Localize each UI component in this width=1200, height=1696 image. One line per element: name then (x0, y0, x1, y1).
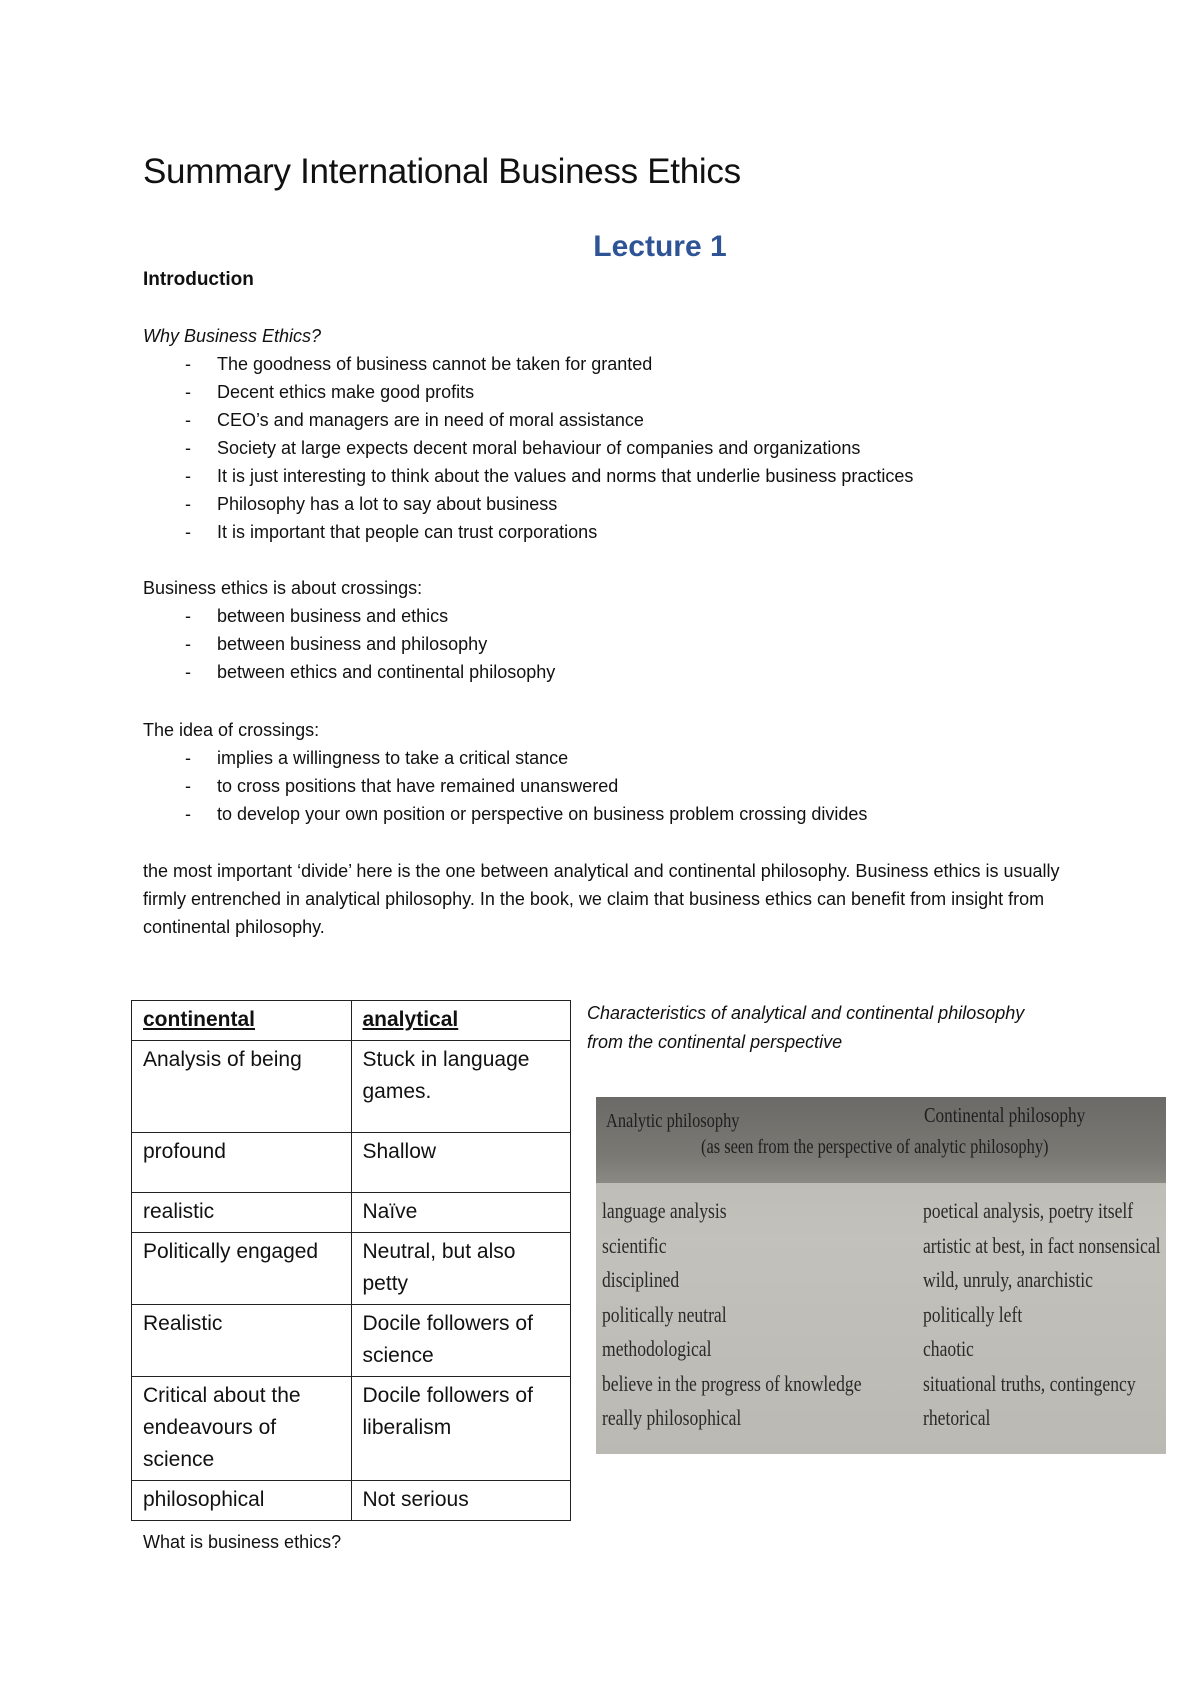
why-business-ethics-block (143, 322, 1083, 546)
list-item (143, 658, 1083, 686)
table-row (132, 1133, 571, 1193)
cell-continental: Analysis of being (132, 1041, 352, 1133)
photo-caption: Characteristics of analytical and continental philosophy from the continental perspective (587, 1003, 1025, 1052)
dash-bullet: - (185, 776, 191, 796)
idea-list (143, 744, 1083, 828)
dash-bullet: - (185, 748, 191, 768)
list-item-text: Philosophy has a lot to say about business (217, 494, 558, 514)
table-row (132, 1041, 571, 1133)
dash-bullet: - (185, 522, 191, 542)
cell-continental: realistic (132, 1193, 352, 1233)
table-row (132, 1193, 571, 1233)
divide-paragraph: the most important ‘divide’ here is the one between analytical and continental philosophy. Business ethics is usually firmly entrenched in analytical philosophy. In the book, we claim that business ethics can benefit from insight from continental philosophy. (143, 861, 1060, 937)
list-item (143, 350, 1083, 378)
list-item (143, 772, 1083, 800)
dash-bullet: - (185, 438, 191, 458)
cell-analytical: Not serious (351, 1481, 571, 1521)
photo-header-left: Analytic philosophy (606, 1110, 740, 1132)
list-item (143, 434, 1083, 462)
cell-analytical: Stuck in language games. (351, 1041, 571, 1133)
table-row (132, 1233, 571, 1305)
idea-of-crossings-block (143, 716, 1083, 828)
photo-of-book-table (596, 1097, 1166, 1454)
cell-continental: Politically engaged (132, 1233, 352, 1305)
dash-bullet: - (185, 606, 191, 626)
list-item-text: It is important that people can trust corporations (217, 522, 598, 542)
cell-continental: Critical about the endeavours of science (132, 1377, 352, 1481)
list-item-text: between business and philosophy (217, 634, 488, 654)
table-row (132, 1481, 571, 1521)
list-item-text: Society at large expects decent moral behaviour of companies and organizations (217, 438, 861, 458)
lecture-heading: Lecture 1 (593, 230, 727, 263)
list-item (143, 800, 1083, 828)
photo-item: language analysis (602, 1198, 727, 1223)
list-item (143, 462, 1083, 490)
comparison-table (131, 1000, 571, 1521)
list-item-text: to cross positions that have remained unanswered (217, 776, 619, 796)
photo-item: methodological (602, 1336, 712, 1361)
photo-item: artistic at best, in fact nonsensical (923, 1232, 1161, 1258)
document-title: Summary International Business Ethics (143, 152, 741, 191)
section-heading-introduction: Introduction (143, 269, 254, 290)
cell-analytical: Docile followers of science (351, 1305, 571, 1377)
table-row (132, 1377, 571, 1481)
photo-header-right: Continental philosophy (924, 1103, 1086, 1127)
why-heading: Why Business Ethics? (143, 326, 322, 346)
dash-bullet: - (185, 466, 191, 486)
list-item (143, 602, 1083, 630)
list-item (143, 378, 1083, 406)
table-row (132, 1305, 571, 1377)
list-item (143, 406, 1083, 434)
header-analytical: analytical (351, 1001, 571, 1041)
crossings-list (143, 602, 1083, 686)
photo-item: chaotic (923, 1336, 974, 1361)
photo-item: really philosophical (602, 1405, 742, 1430)
cell-analytical: Shallow (351, 1133, 571, 1193)
photo-item: situational truths, contingency (923, 1370, 1136, 1396)
table-body (132, 1041, 571, 1521)
list-item-text: It is just interesting to think about the values and norms that underlie business practices (217, 466, 914, 486)
list-item-text: implies a willingness to take a critical stance (217, 748, 569, 768)
list-item (143, 630, 1083, 658)
list-item-text: Decent ethics make good profits (217, 382, 475, 402)
dash-bullet: - (185, 662, 191, 682)
photo-header-subtitle: (as seen from the perspective of analytic philosophy) (701, 1136, 1049, 1158)
cell-continental: Realistic (132, 1305, 352, 1377)
photo-left-column (602, 1194, 926, 1436)
dash-bullet: - (185, 410, 191, 430)
list-item-text: to develop your own position or perspective on business problem crossing divides (217, 804, 868, 824)
crossings-block (143, 574, 1083, 686)
final-question: What is business ethics? (143, 1532, 342, 1552)
photo-item: believe in the progress of knowledge (602, 1370, 862, 1396)
photo-item: politically neutral (602, 1301, 727, 1327)
dash-bullet: - (185, 804, 191, 824)
why-list (143, 350, 1083, 546)
dash-bullet: - (185, 382, 191, 402)
photo-item: rhetorical (923, 1405, 991, 1430)
cell-analytical: Naïve (351, 1193, 571, 1233)
header-continental: continental (132, 1001, 352, 1041)
photo-item: poetical analysis, poetry itself (923, 1198, 1134, 1223)
list-item (143, 518, 1083, 546)
crossings-heading: Business ethics is about crossings: (143, 578, 423, 598)
list-item (143, 490, 1083, 518)
cell-continental: philosophical (132, 1481, 352, 1521)
cell-analytical: Neutral, but also petty (351, 1233, 571, 1305)
photo-right-column (923, 1194, 1166, 1436)
table-header-row (132, 1001, 571, 1041)
list-item-text: CEO’s and managers are in need of moral assistance (217, 410, 644, 430)
list-item-text: The goodness of business cannot be taken for granted (217, 354, 653, 374)
idea-heading: The idea of crossings: (143, 720, 320, 740)
dash-bullet: - (185, 634, 191, 654)
list-item-text: between business and ethics (217, 606, 449, 626)
photo-item: disciplined (602, 1267, 680, 1292)
dash-bullet: - (185, 494, 191, 514)
list-item (143, 744, 1083, 772)
photo-item: politically left (923, 1301, 1023, 1327)
photo-item: wild, unruly, anarchistic (923, 1267, 1093, 1292)
cell-analytical: Docile followers of liberalism (351, 1377, 571, 1481)
dash-bullet: - (185, 354, 191, 374)
cell-continental: profound (132, 1133, 352, 1193)
photo-item: scientific (602, 1232, 667, 1258)
list-item-text: between ethics and continental philosophy (217, 662, 556, 682)
